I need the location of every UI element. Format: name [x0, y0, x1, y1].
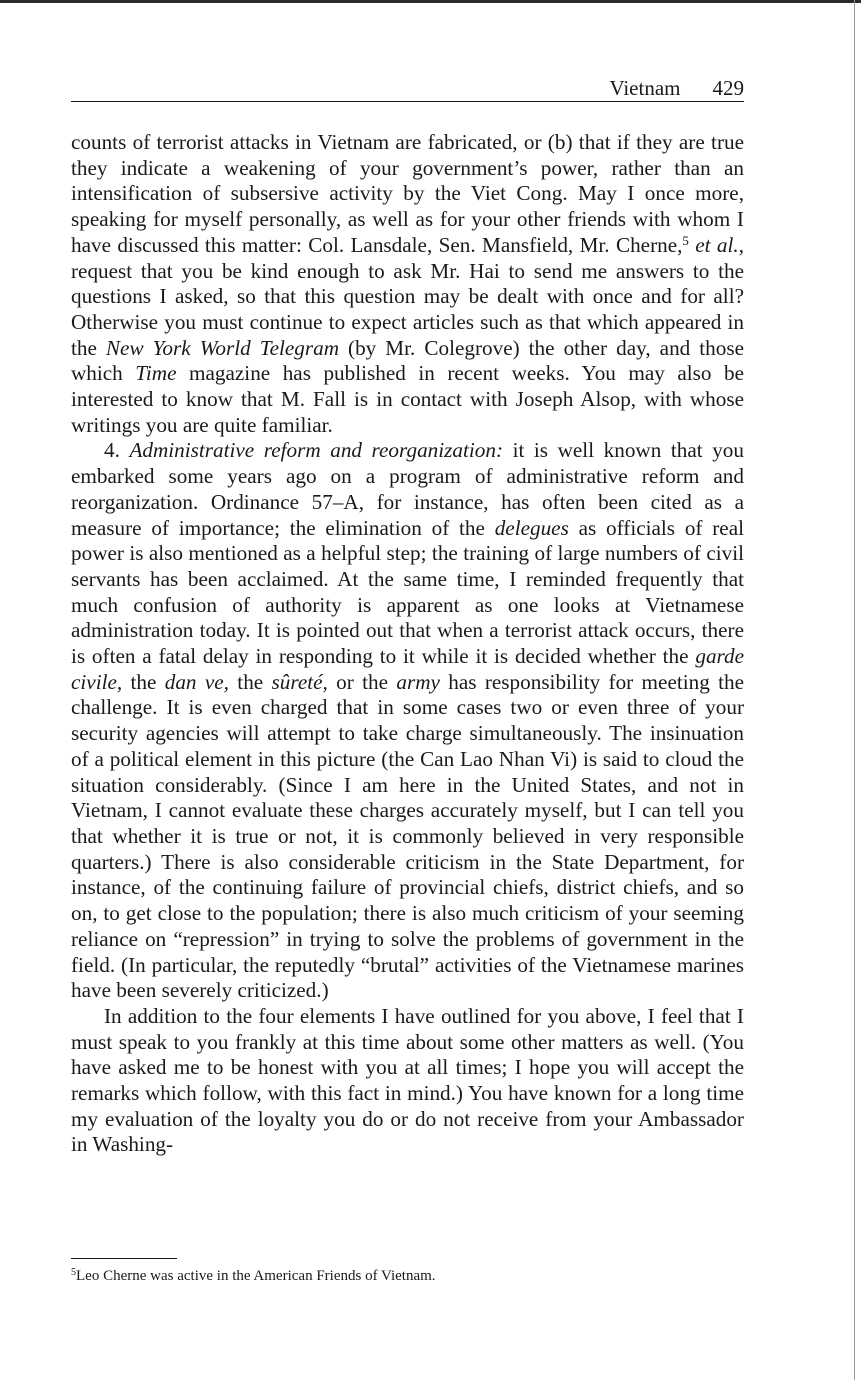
- footnote: [71, 1266, 744, 1286]
- footnote-ref-5: 5: [682, 232, 689, 248]
- footnote-text: Leo Cherne was active in the American Friends of Vietnam.: [76, 1268, 436, 1284]
- section-heading: Administrative reform and reorganization:: [129, 438, 504, 463]
- running-head-title: Vietnam: [609, 76, 681, 100]
- footnote-rule: [71, 1258, 177, 1259]
- footnote-marker: 5: [71, 1267, 76, 1278]
- paragraph-administrative-reform: 4. Administrative reform and reorganization: it is well known that you embarked some years ago on a program of administrative reform and reorganization. Ordinance 57–A, for instance, has often been cited as a measure of importance; the elimination of the delegues as officials of real power is also mentioned as a helpful step; the training of large numbers of civil servants has been acclaimed. At the same time, I reminded frequently that much confusion of authority is apparent as one looks at Vietnamese administration today. It is pointed out that when a terrorist attack occurs, there is often a fatal delay in responding to it while it is decided whether the garde civile, the dan ve, the sûreté, or the army has responsibility for meeting the challenge. It is even charged that in some cases two or even three of your security agencies will attempt to take charge simultaneously. The insinuation of a political element in this picture (the Can Lao Nhan Vi) is said to cloud the situation considerably. (Since I am here in the United States, and not in Vietnam, I cannot evaluate these charges accurately myself, but I can tell you that whether it is true or not, it is commonly believed in very responsible quarters.) There is also considerable criticism in the State Department, for instance, of the continuing failure of provincial chiefs, district chiefs, and so on, to get close to the population; there is also much criticism of your seeming reliance on “repression” in trying to solve the problems of government in the field. (In particular, the reputedly “brutal” activities of the Vietnamese marines have been severely criticized.): [71, 438, 745, 1003]
- page-edge-top: [0, 0, 861, 3]
- page-edge-right: [854, 0, 855, 1380]
- paragraph-other-matters: In addition to the four elements I have outlined for you above, I feel that I must speak to you frankly at this time about some other matters as well. (You have asked me to be honest with you at all times; I hope you will accept the remarks which follow, with this fact in mind.) You have known for a long time my evaluation of the loyalty you do or do not receive from your Ambassador in Washing-: [71, 1003, 744, 1157]
- paragraph-continued: counts of terrorist attacks in Vietnam are fabricated, or (b) that if they are true they indicate a weakening of your government’s power, rather than an intensification of subsersive activity by the Viet Cong. May I once more, speaking for myself personally, as well as for your other friends with whom I have discussed this matter: Col. Lansdale, Sen. Mansfield, Mr. Cherne,$^5$ et al., request that you be kind enough to ask Mr. Hai to send me answers to the questions I asked, so that this question may be dealt with once and for all? Otherwise you must continue to expect articles such as that which appeared in the New York World Telegram (by Mr. Colegrove) the other day, and those which Time magazine has published in recent weeks. You may also be interested to know that M. Fall is in contact with Joseph Alsop, with whose writings you are quite familiar.: [71, 130, 745, 437]
- body-text: [71, 130, 744, 1158]
- running-head: [71, 76, 744, 102]
- page-number: 429: [712, 76, 744, 100]
